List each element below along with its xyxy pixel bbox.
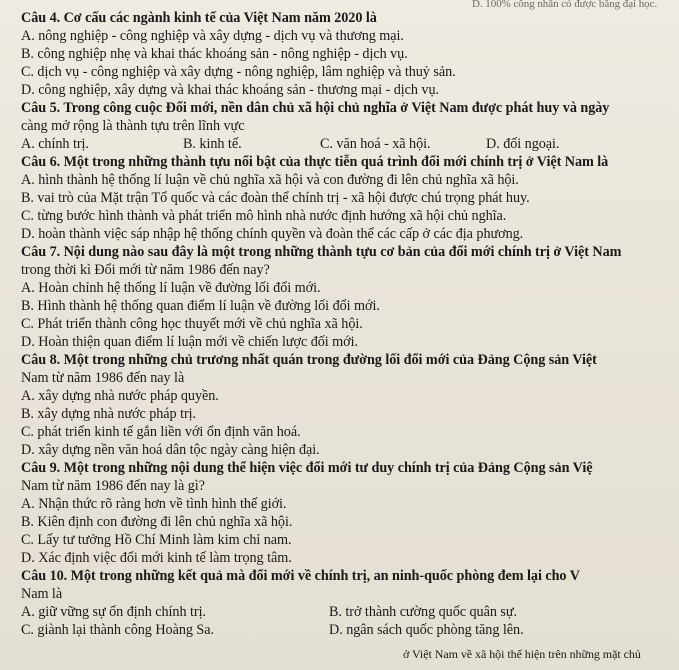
question-6-option-d: D. hoàn thành việc sáp nhập hệ thống chính quyền và đoàn thể các cấp ở các địa phương. [21, 226, 524, 242]
question-6-option-a: A. hình thành hệ thống lí luận về chủ nghĩa xã hội và con đường đi lên chủ nghĩa xã hội. [21, 172, 519, 188]
question-5-option-c: C. văn hoá - xã hội. [320, 136, 431, 152]
question-10-option-b: B. trở thành cường quốc quân sự. [329, 604, 517, 620]
question-9-option-b: B. Kiên định con đường đi lên chủ nghĩa xã hội. [21, 514, 293, 530]
question-5-option-d: D. đối ngoại. [486, 136, 560, 152]
question-10-option-c: C. giành lại thành công Hoàng Sa. [21, 622, 214, 638]
question-7-option-d: D. Hoàn thiện quan điểm lí luận mới về chiến lược đối mới. [21, 334, 358, 350]
question-5-option-a: A. chính trị. [21, 136, 89, 152]
question-8-option-a: A. xây dựng nhà nước pháp quyền. [21, 388, 219, 404]
question-9-stem-line-1: Câu 9. Một trong những nội dung thể hiện việc đổi mới tư duy chính trị của Đảng Cộng sản Việ [21, 460, 593, 476]
question-7-stem-line-2: trong thời kì Đổi mới từ năm 1986 đến nay? [21, 262, 270, 278]
question-6-option-b: B. vai trò của Mặt trận Tổ quốc và các đoàn thể chính trị - xã hội được chú trọng phát huy. [21, 190, 530, 206]
question-9-stem-line-2: Nam từ năm 1986 đến nay là gì? [21, 478, 205, 494]
question-10-stem-line-1: Câu 10. Một trong những kết quả mà đổi mới về chính trị, an ninh-quốc phòng đem lại cho V [21, 568, 580, 584]
question-7-option-a: A. Hoàn chỉnh hệ thống lí luận về đường lối đổi mới. [21, 280, 321, 296]
question-8-option-c: C. phát triển kinh tế gắn liền với ổn định văn hoá. [21, 424, 301, 440]
question-4-option-b: B. công nghiệp nhẹ và khai thác khoáng sản - nông nghiệp - dịch vụ. [21, 46, 408, 62]
question-7-option-b: B. Hình thành hệ thống quan điểm lí luận về đường lối đổi mới. [21, 298, 380, 314]
top-fragment-text: D. 100% công nhân có được bằng đại học. [472, 0, 658, 10]
bottom-fragment-text: ở Việt Nam về xã hội thể hiện trên những mặt chủ [403, 647, 641, 661]
question-9-option-c: C. Lấy tư tưởng Hồ Chí Minh làm kim chỉ nam. [21, 532, 292, 548]
question-9-option-d: D. Xác định việc đổi mới kinh tế làm trọng tâm. [21, 550, 292, 566]
question-9-option-a: A. Nhận thức rõ ràng hơn về tình hình thế giới. [21, 496, 287, 512]
question-10-option-a: A. giữ vững sự ổn định chính trị. [21, 604, 206, 620]
question-5-option-b: B. kinh tế. [183, 136, 242, 152]
question-4-option-d: D. công nghiệp, xây dựng và khai thác khoáng sản - thương mại - dịch vụ. [21, 82, 440, 98]
question-4-option-c: C. dịch vụ - công nghiệp và xây dựng - nông nghiệp, lâm nghiệp và thuỷ sản. [21, 64, 456, 80]
question-8-option-b: B. xây dựng nhà nước pháp trị. [21, 406, 197, 422]
question-6-option-c: C. từng bước hình thành và phát triển mô hình nhà nước định hướng xã hội chủ nghĩa. [21, 208, 507, 224]
question-6-stem-line-1: Câu 6. Một trong những thành tựu nổi bật của thực tiễn quá trình đổi mới chính trị ở Việt Nam là [21, 154, 609, 170]
question-4-option-a: A. nông nghiệp - công nghiệp và xây dựng - dịch vụ và thương mại. [21, 28, 404, 44]
question-10-option-d: D. ngân sách quốc phòng tăng lên. [329, 622, 524, 638]
question-5-stem-line-2: càng mở rộng là thành tựu trên lĩnh vực [21, 118, 245, 134]
question-7-stem-line-1: Câu 7. Nội dung nào sau đây là một trong những thành tựu cơ bản của đổi mới chính trị ở Việt Nam [21, 244, 622, 260]
question-5-stem-line-1: Câu 5. Trong công cuộc Đổi mới, nền dân chủ xã hội chủ nghĩa ở Việt Nam được phát huy và ngày [21, 100, 610, 116]
question-8-option-d: D. xây dựng nền văn hoá dân tộc ngày càng hiện đại. [21, 442, 320, 458]
question-7-option-c: C. Phát triển thành công học thuyết mới về chủ nghĩa xã hội. [21, 316, 363, 332]
question-4-stem-line-1: Câu 4. Cơ cấu các ngành kinh tế của Việt Nam năm 2020 là [21, 10, 377, 26]
question-10-stem-line-2: Nam là [21, 586, 63, 602]
question-8-stem-line-2: Nam từ năm 1986 đến nay là [21, 370, 185, 386]
question-8-stem-line-1: Câu 8. Một trong những chủ trương nhất quán trong đường lối đổi mới của Đảng Cộng sản Việt [21, 352, 597, 368]
